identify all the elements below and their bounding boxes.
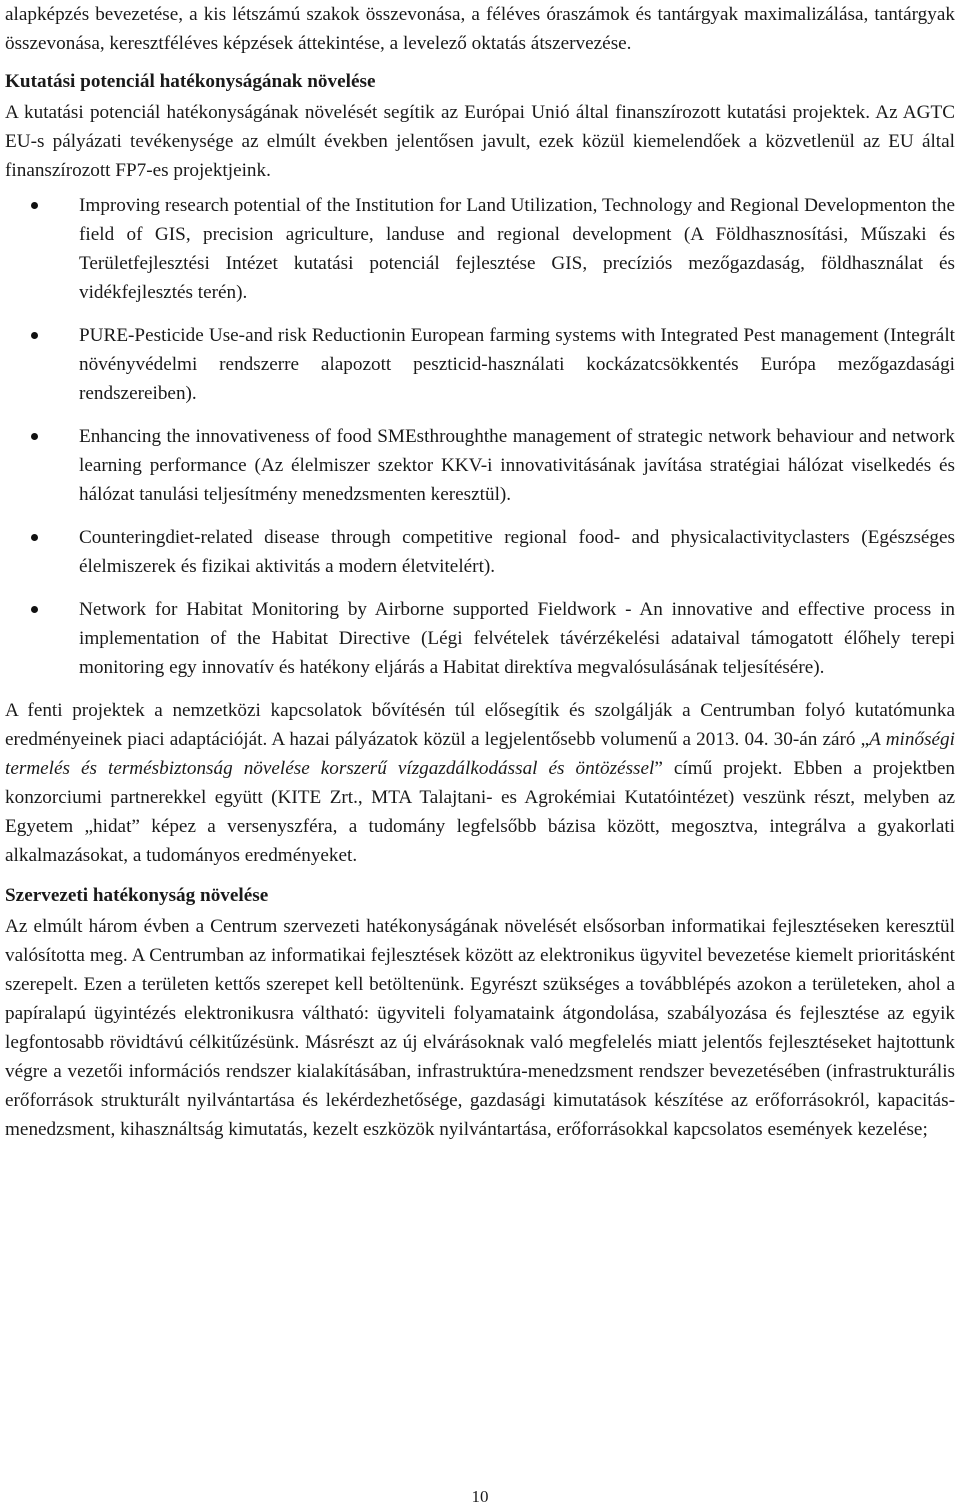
- list-item-text: Improving research potential of the Institution for Land Utilization, Technology and Regional Developmenton the field of GIS, precision agriculture, landuse and regional development (A Földhasznosítási, Műszaki és Területfejlesztési Intézet kutatási potenciál fejlesztése GIS, precíziós mezőgazdaság, földhasználat és vidékfejlesztés terén).: [79, 195, 955, 303]
- closing-text-part1: A fenti projektek a nemzetközi kapcsolatok bővítésén túl elősegítik és szolgálják a Centrumban folyó kutatómunka eredményeinek piaci adaptációját. A hazai pályázatok közül a legjelentősebb volumenű a 2013. 04. 30-án záró „: [5, 700, 955, 750]
- section-heading-research: Kutatási potenciál hatékonyságának növelése: [5, 71, 376, 92]
- project-title-italic: A minőségi termelés és termésbiztonság növelése korszerű vízgazdálkodással és öntözéssel: [5, 729, 955, 779]
- list-item: [5, 422, 955, 509]
- list-item-text: PURE-Pesticide Use-and risk Reductionin European farming systems with Integrated Pest management (Integrált növényvédelmi rendszerre alapozott peszticid-használati kockázatcsökkentés Európa mezőgazdasági rendszereiben).: [79, 325, 955, 404]
- list-item-text: Counteringdiet-related disease through competitive regional food- and physicalactivityclasters (Egészséges élelmiszerek és fizikai aktivitás a modern életvitelért).: [79, 527, 955, 577]
- list-item: [5, 523, 955, 581]
- section-heading-organization: Szervezeti hatékonyság növelése: [5, 885, 269, 906]
- document-page: [5, 0, 955, 1144]
- bullet-icon: [31, 433, 38, 440]
- projects-closing-paragraph: [5, 696, 955, 870]
- list-item: [5, 595, 955, 682]
- project-list: [5, 191, 955, 682]
- bullet-icon: [31, 606, 38, 613]
- list-item-text: Enhancing the innovativeness of food SMEsthroughthe management of strategic network behaviour and network learning performance (Az élelmiszer szektor KKV-i innovativitásának javítása stratégiai hálózat viselkedés és hálózat tanulási teljesítmény menedzsmenten keresztül).: [79, 426, 955, 505]
- organization-paragraph: Az elmúlt három évben a Centrum szervezeti hatékonyságának növelését elsősorban informatikai fejlesztéseken keresztül valósította meg. A Centrumban az informatikai fejlesztések között az elektronikus ügyvitel bevezetése kiemelt prioritásként szerepelt. Ezen a területen kettős szerepet kell betöltenünk. Egyrészt szükséges a továbblépés azokon a területeken, ahol a papíralapú ügyintézés elektronikusra váltható: ügyviteli folyamataink átgondolása, szabályozása és fejlesztése az egyik legfontosabb rövidtávú célkitűzésünk. Másrészt az új elvárásoknak való megfelelés miatt jelentős fejlesztéseket hajtottunk végre a vezetői információs rendszer kialakításában, infrastruktúra-menedzsment rendszer bevezetésében (infrastrukturális erőforrások strukturált nyilvántartása és lekérdezhetősége, gazdasági kimutatások készítése az erőforrásokról, kapacitás-menedzsment, kihasználtság kimutatás, kezelt eszközök nyilvántartása, erőforrásokkal kapcsolatos események kezelése;: [5, 916, 955, 1140]
- research-paragraph: A kutatási potenciál hatékonyságának növelését segítik az Európai Unió által finanszírozott kutatási projektek. Az AGTC EU-s pályázati tevékenysége az elmúlt években jelentősen javult, ezek közül kiemelendőek a közvetlenül az EU által finanszírozott FP7-es projektjeink.: [5, 102, 955, 181]
- bullet-icon: [31, 534, 38, 541]
- closing-text-part2: ” című projekt. Ebben a projektben konzorciumi partnerekkel együtt (KITE Zrt., MTA Talajtani- es Agrokémiai Kutatóintézet) veszünk részt, melyben az Egyetem „hidat” képez a versenyszféra, a tudomány legfelsőbb bázisa között, megosztva, integrálva a gyakorlati alkalmazásokat, a tudományos eredményeket.: [5, 758, 955, 866]
- bullet-icon: [31, 202, 38, 209]
- list-item: [5, 321, 955, 408]
- list-item-text: Network for Habitat Monitoring by Airborne supported Fieldwork - An innovative and effective process in implementation of the Habitat Directive (Légi felvételek távérzékelési adataival támogatott élőhely terepi monitoring egy innovatív és hatékony eljárás a Habitat direktíva megvalósulásának teljesítésére).: [79, 599, 955, 678]
- list-item: [5, 191, 955, 307]
- intro-paragraph: alapképzés bevezetése, a kis létszámú szakok összevonása, a féléves óraszámok és tantárgyak maximalizálása, tantárgyak összevonása, keresztféléves képzések áttekintése, a levelező oktatás átszervezése.: [5, 4, 955, 54]
- bullet-icon: [31, 332, 38, 339]
- page-number: 10: [471, 1487, 489, 1506]
